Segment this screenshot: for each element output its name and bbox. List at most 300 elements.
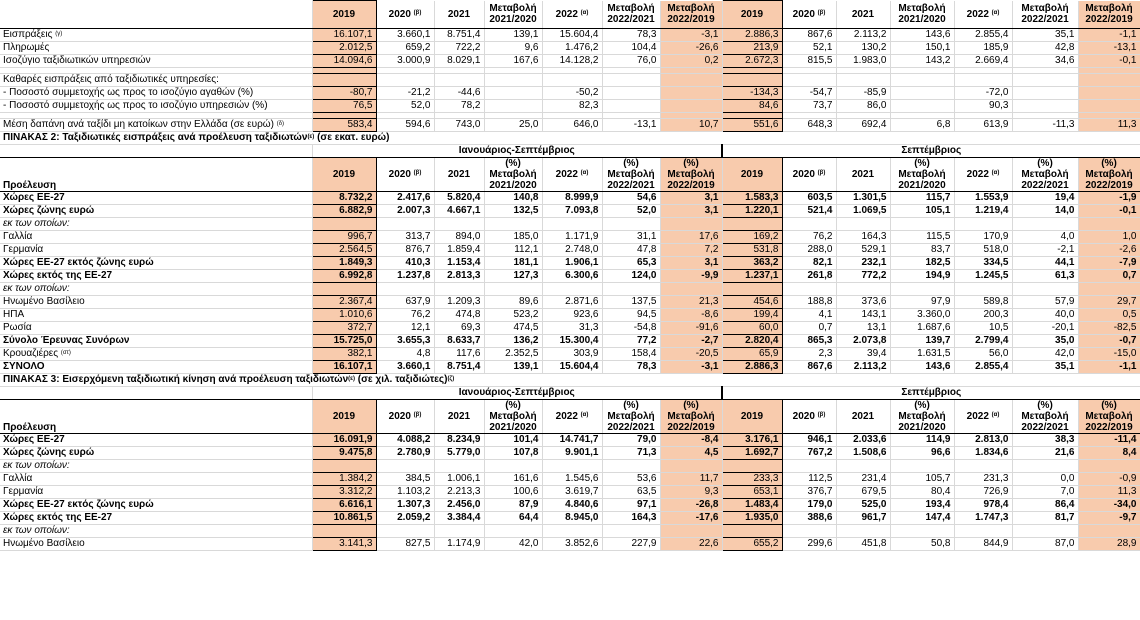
column-header: 2019 [722,400,782,434]
value-cell: 613,9 [954,119,1012,132]
value-cell: 8.999,9 [542,192,602,205]
value-cell: 147,4 [890,512,954,525]
value-cell: 53,6 [602,473,660,486]
row-label: Ηνωμένο Βασίλειο [0,538,312,551]
value-cell: 865,3 [782,335,836,348]
value-cell: 978,4 [954,499,1012,512]
column-header: Μεταβολή 2022/2021 [1012,1,1078,29]
period-jan-sep: Ιανουάριος-Σεπτέμβριος [312,145,722,158]
column-header: (%) Μεταβολή 2022/2021 [1012,400,1078,434]
blank-cell [0,387,312,400]
value-cell [1012,218,1078,231]
value-cell: 523,2 [484,309,542,322]
value-cell: 0,7 [782,322,836,335]
value-cell: 3.176,1 [722,434,782,447]
value-cell: 2.367,4 [312,296,376,309]
row-label: Γαλλία [0,231,312,244]
value-cell: 1.906,1 [542,257,602,270]
value-cell: 35,0 [1012,335,1078,348]
column-header: 2021 [434,400,484,434]
value-cell: 63,5 [602,486,660,499]
value-cell: 474,8 [434,309,484,322]
value-cell: 35,1 [1012,29,1078,42]
value-cell: -2,7 [660,335,722,348]
value-cell: 140,8 [484,192,542,205]
value-cell: 17,6 [660,231,722,244]
blank-cell [1012,74,1078,87]
value-cell [602,218,660,231]
origin-header: Προέλευση [0,400,312,434]
value-cell: 1.069,5 [836,205,890,218]
table-row [0,322,1140,335]
value-cell: 0,2 [660,55,722,68]
value-cell [602,283,660,296]
period-sep: Σεπτέμβριος [722,387,1140,400]
row-label: Χώρες ζώνης ευρώ [0,447,312,460]
value-cell: 1.237,8 [376,270,434,283]
value-cell: 1.631,5 [890,348,954,361]
value-cell: 182,5 [890,257,954,270]
value-cell: 213,9 [722,42,782,55]
value-cell [782,218,836,231]
value-cell: 25,0 [484,119,542,132]
value-cell [484,100,542,113]
value-cell: 42,0 [1012,348,1078,361]
value-cell: -54,7 [782,87,836,100]
value-cell [836,283,890,296]
value-cell: 21,6 [1012,447,1078,460]
table-row [0,434,1140,447]
value-cell: 1.209,3 [434,296,484,309]
column-header: 2021 [836,158,890,192]
value-cell: 2.855,4 [954,361,1012,374]
period-sep: Σεπτέμβριος [722,145,1140,158]
origin-header: Προέλευση [0,158,312,192]
value-cell: 3.852,6 [542,538,602,551]
value-cell: 525,0 [836,499,890,512]
column-header: 2021 [836,1,890,29]
row-label: Ρωσία [0,322,312,335]
footnote-marker: (γ) [55,31,63,37]
value-cell: 827,5 [376,538,434,551]
row-label: Γαλλία [0,473,312,486]
value-cell: 130,2 [836,42,890,55]
value-cell: -8,4 [660,434,722,447]
value-cell: 2.672,3 [722,55,782,68]
value-cell: 2.820,4 [722,335,782,348]
value-cell: 1.174,9 [434,538,484,551]
value-cell: 2.669,4 [954,55,1012,68]
blank-cell [1078,74,1140,87]
value-cell [1012,525,1078,538]
value-cell: 127,3 [484,270,542,283]
value-cell: 1.747,3 [954,512,1012,525]
blank-cell [484,74,542,87]
value-cell: 97,1 [602,499,660,512]
value-cell: 2.113,2 [836,29,890,42]
value-cell [782,283,836,296]
row-label: εκ των οποίων: [0,218,312,231]
column-header: (%) Μεταβολή 2022/2019 [660,400,722,434]
value-cell: 1.692,7 [722,447,782,460]
value-cell: 8.633,7 [434,335,484,348]
row-label: Χώρες ζώνης ευρώ [0,205,312,218]
header-row [0,1,1140,29]
value-cell: 52,0 [376,100,434,113]
column-header: 2019 [312,1,376,29]
value-cell: 143,6 [890,29,954,42]
value-cell: 15.300,4 [542,335,602,348]
value-cell: 2,3 [782,348,836,361]
value-cell: 79,0 [602,434,660,447]
table-row [0,87,1140,100]
value-cell [484,525,542,538]
value-cell: 8.234,9 [434,434,484,447]
value-cell: 169,2 [722,231,782,244]
value-cell [542,218,602,231]
column-header: (%) Μεταβολή 2022/2021 [602,158,660,192]
value-cell: 124,0 [602,270,660,283]
row-label: Γερμανία [0,244,312,257]
value-cell: 1.483,4 [722,499,782,512]
value-cell: -20,1 [1012,322,1078,335]
value-cell: 82,3 [542,100,602,113]
value-cell [602,525,660,538]
table-row [0,192,1140,205]
value-cell: 373,6 [836,296,890,309]
value-cell: 52,1 [782,42,836,55]
value-cell [890,218,954,231]
value-cell: 31,3 [542,322,602,335]
value-cell: -1,1 [1078,361,1140,374]
value-cell: 232,1 [836,257,890,270]
column-header: (%) Μεταβολή 2021/2020 [890,158,954,192]
value-cell: 87,0 [1012,538,1078,551]
value-cell: 185,0 [484,231,542,244]
value-cell [1078,218,1140,231]
value-cell [542,525,602,538]
table-row [0,257,1140,270]
column-header [782,400,836,434]
footnote-marker: (α) [580,412,589,418]
value-cell: 52,0 [602,205,660,218]
column-header [782,1,836,29]
column-header [542,1,602,29]
title-text: ΠΙΝΑΚΑΣ 2: Ταξιδιωτικές εισπράξεις ανά προέλευση ταξιδιωτών [3,132,308,143]
footnote-marker: (α) [991,170,1000,176]
value-cell: 594,6 [376,119,434,132]
value-cell [1078,87,1140,100]
value-cell: 132,5 [484,205,542,218]
value-cell: 844,9 [954,538,1012,551]
value-cell [660,525,722,538]
value-cell: 8,4 [1078,447,1140,460]
value-cell: 1.983,0 [836,55,890,68]
value-cell: 65,9 [722,348,782,361]
column-header [782,158,836,192]
value-cell: 1.508,6 [836,447,890,460]
value-cell: 164,3 [836,231,890,244]
value-cell: 60,0 [722,322,782,335]
value-cell: -3,1 [660,361,722,374]
value-cell [602,87,660,100]
value-cell: 54,6 [602,192,660,205]
value-cell: 2.813,3 [434,270,484,283]
value-cell: 2.871,6 [542,296,602,309]
value-cell [1012,100,1078,113]
footnote-marker: (ε) [348,376,355,382]
value-cell: 9.901,1 [542,447,602,460]
value-cell [890,460,954,473]
blank-cell [890,74,954,87]
column-header: Μεταβολή 2021/2020 [484,1,542,29]
table-row [0,283,1140,296]
value-cell: 1.010,6 [312,309,376,322]
value-cell: 78,3 [602,29,660,42]
value-cell: 3,1 [660,257,722,270]
value-cell: 313,7 [376,231,434,244]
table-row [0,447,1140,460]
value-cell [1012,460,1078,473]
value-cell: 646,0 [542,119,602,132]
value-cell [890,100,954,113]
value-cell: 3,1 [660,192,722,205]
value-cell: 531,8 [722,244,782,257]
value-cell: 80,4 [890,486,954,499]
value-cell: 22,6 [660,538,722,551]
value-cell: 137,5 [602,296,660,309]
value-cell: 4.840,6 [542,499,602,512]
value-cell: 867,6 [782,29,836,42]
value-cell: 2.748,0 [542,244,602,257]
value-cell: 82,1 [782,257,836,270]
cell-text: 2022 [555,411,578,422]
value-cell [890,87,954,100]
value-cell: 8.751,4 [434,29,484,42]
value-cell: -21,2 [376,87,434,100]
value-cell: 76,2 [782,231,836,244]
value-cell: -0,9 [1078,473,1140,486]
value-cell [434,218,484,231]
value-cell: 9.475,8 [312,447,376,460]
row-label: Χώρες ΕΕ-27 εκτός ζώνης ευρώ [0,499,312,512]
value-cell: 105,7 [890,473,954,486]
value-cell: -0,7 [1078,335,1140,348]
row-label [0,29,312,42]
value-cell: 3.360,0 [890,309,954,322]
value-cell [602,460,660,473]
table-row [0,218,1140,231]
value-cell: 34,6 [1012,55,1078,68]
cell-text: 2022 [966,169,989,180]
value-cell: 1.935,0 [722,512,782,525]
value-cell [376,460,434,473]
table-row [0,55,1140,68]
value-cell: -26,8 [660,499,722,512]
value-cell [312,283,376,296]
value-cell: -26,6 [660,42,722,55]
blank-cell [836,74,890,87]
value-cell: 867,6 [782,361,836,374]
value-cell: 7.093,8 [542,205,602,218]
value-cell: 3.141,3 [312,538,376,551]
row-label: ΣΥΝΟΛΟ [0,361,312,374]
column-header: 2019 [722,1,782,29]
cell-text: 2020 [792,8,815,20]
table-row [0,361,1140,374]
value-cell: 84,6 [722,100,782,113]
value-cell: 679,5 [836,486,890,499]
value-cell: -11,4 [1078,434,1140,447]
value-cell: 261,8 [782,270,836,283]
value-cell: 1.859,4 [434,244,484,257]
title-text: (σε χιλ. ταξιδιώτες) [357,374,448,385]
table-row [0,512,1140,525]
value-cell: -13,1 [1078,42,1140,55]
value-cell: 12,1 [376,322,434,335]
value-cell: 474,5 [484,322,542,335]
value-cell: 1.849,3 [312,257,376,270]
value-cell: 2.813,0 [954,434,1012,447]
value-cell [954,283,1012,296]
column-header: Μεταβολή 2022/2019 [1078,1,1140,29]
blank-cell [660,74,722,87]
value-cell [484,460,542,473]
value-cell: 1.553,9 [954,192,1012,205]
value-cell: 1.301,5 [836,192,890,205]
value-cell: 3.619,7 [542,486,602,499]
footnote-marker: (α) [991,9,1000,16]
column-header: (%) Μεταβολή 2021/2020 [890,400,954,434]
value-cell: 1.171,9 [542,231,602,244]
value-cell [1078,283,1140,296]
value-cell: 583,4 [312,119,376,132]
value-cell: 4.088,2 [376,434,434,447]
value-cell: -9,7 [1078,512,1140,525]
value-cell [782,460,836,473]
value-cell [376,283,434,296]
row-label: Χώρες ΕΕ-27 [0,434,312,447]
value-cell: 5.820,4 [434,192,484,205]
cell-text: 2020 [388,411,411,422]
column-header [376,400,434,434]
value-cell [836,218,890,231]
value-cell: 3,1 [660,205,722,218]
value-cell: 158,4 [602,348,660,361]
value-cell [602,100,660,113]
table-title-row [0,374,1140,387]
cell-text: 2022 [555,169,578,180]
cell-text: 2020 [388,169,411,180]
value-cell: 6.616,1 [312,499,376,512]
value-cell: -34,0 [1078,499,1140,512]
column-header: 2021 [434,1,484,29]
value-cell [954,218,1012,231]
value-cell: 659,2 [376,42,434,55]
value-cell: 1.245,5 [954,270,1012,283]
value-cell: 2.352,5 [484,348,542,361]
value-cell: 161,6 [484,473,542,486]
value-cell: -82,5 [1078,322,1140,335]
value-cell: 188,8 [782,296,836,309]
value-cell: 772,2 [836,270,890,283]
value-cell: 3.660,1 [376,29,434,42]
value-cell: 0,7 [1078,270,1140,283]
value-cell: 167,6 [484,55,542,68]
value-cell: 35,1 [1012,361,1078,374]
title-text: (σε εκατ. ευρώ) [317,132,390,143]
value-cell: 181,1 [484,257,542,270]
table-row [0,119,1140,132]
table-title [0,132,1140,145]
value-cell: 653,1 [722,486,782,499]
value-cell: 104,4 [602,42,660,55]
value-cell: 8.029,1 [434,55,484,68]
value-cell: 170,9 [954,231,1012,244]
value-cell [660,218,722,231]
value-cell: -0,1 [1078,55,1140,68]
value-cell [484,283,542,296]
value-cell: -1,9 [1078,192,1140,205]
column-header: (%) Μεταβολή 2022/2019 [1078,158,1140,192]
value-cell [1078,100,1140,113]
value-cell: 692,4 [836,119,890,132]
footnote-marker: (β) [817,9,826,16]
table-row [0,100,1140,113]
value-cell: -0,1 [1078,205,1140,218]
value-cell [484,218,542,231]
value-cell: 15.604,4 [542,29,602,42]
value-cell: -50,2 [542,87,602,100]
value-cell [660,283,722,296]
value-cell: 961,7 [836,512,890,525]
value-cell: 551,6 [722,119,782,132]
value-cell [312,525,376,538]
value-cell: 0,5 [1078,309,1140,322]
value-cell [660,100,722,113]
value-cell [312,218,376,231]
value-cell: 4,5 [660,447,722,460]
value-cell [312,460,376,473]
value-cell: 97,9 [890,296,954,309]
row-label [0,348,312,361]
value-cell: 139,7 [890,335,954,348]
cell-text: Εισπράξεις [3,29,53,40]
value-cell: 14,0 [1012,205,1078,218]
value-cell: 11,7 [660,473,722,486]
value-cell: 451,8 [836,538,890,551]
value-cell: 4,8 [376,348,434,361]
value-cell: 16.091,9 [312,434,376,447]
value-cell: 13,1 [836,322,890,335]
value-cell: 2.007,3 [376,205,434,218]
value-cell: 603,5 [782,192,836,205]
footnote-marker: (στ) [60,350,71,356]
value-cell: 334,5 [954,257,1012,270]
value-cell [1012,283,1078,296]
value-cell: 303,9 [542,348,602,361]
value-cell: 112,1 [484,244,542,257]
value-cell: 767,2 [782,447,836,460]
blank-cell [312,74,376,87]
row-label: εκ των οποίων: [0,525,312,538]
value-cell: 87,9 [484,499,542,512]
table-row [0,296,1140,309]
cell-text: 2022 [555,8,578,20]
value-cell: 894,0 [434,231,484,244]
value-cell: 2.417,6 [376,192,434,205]
value-cell: 815,5 [782,55,836,68]
